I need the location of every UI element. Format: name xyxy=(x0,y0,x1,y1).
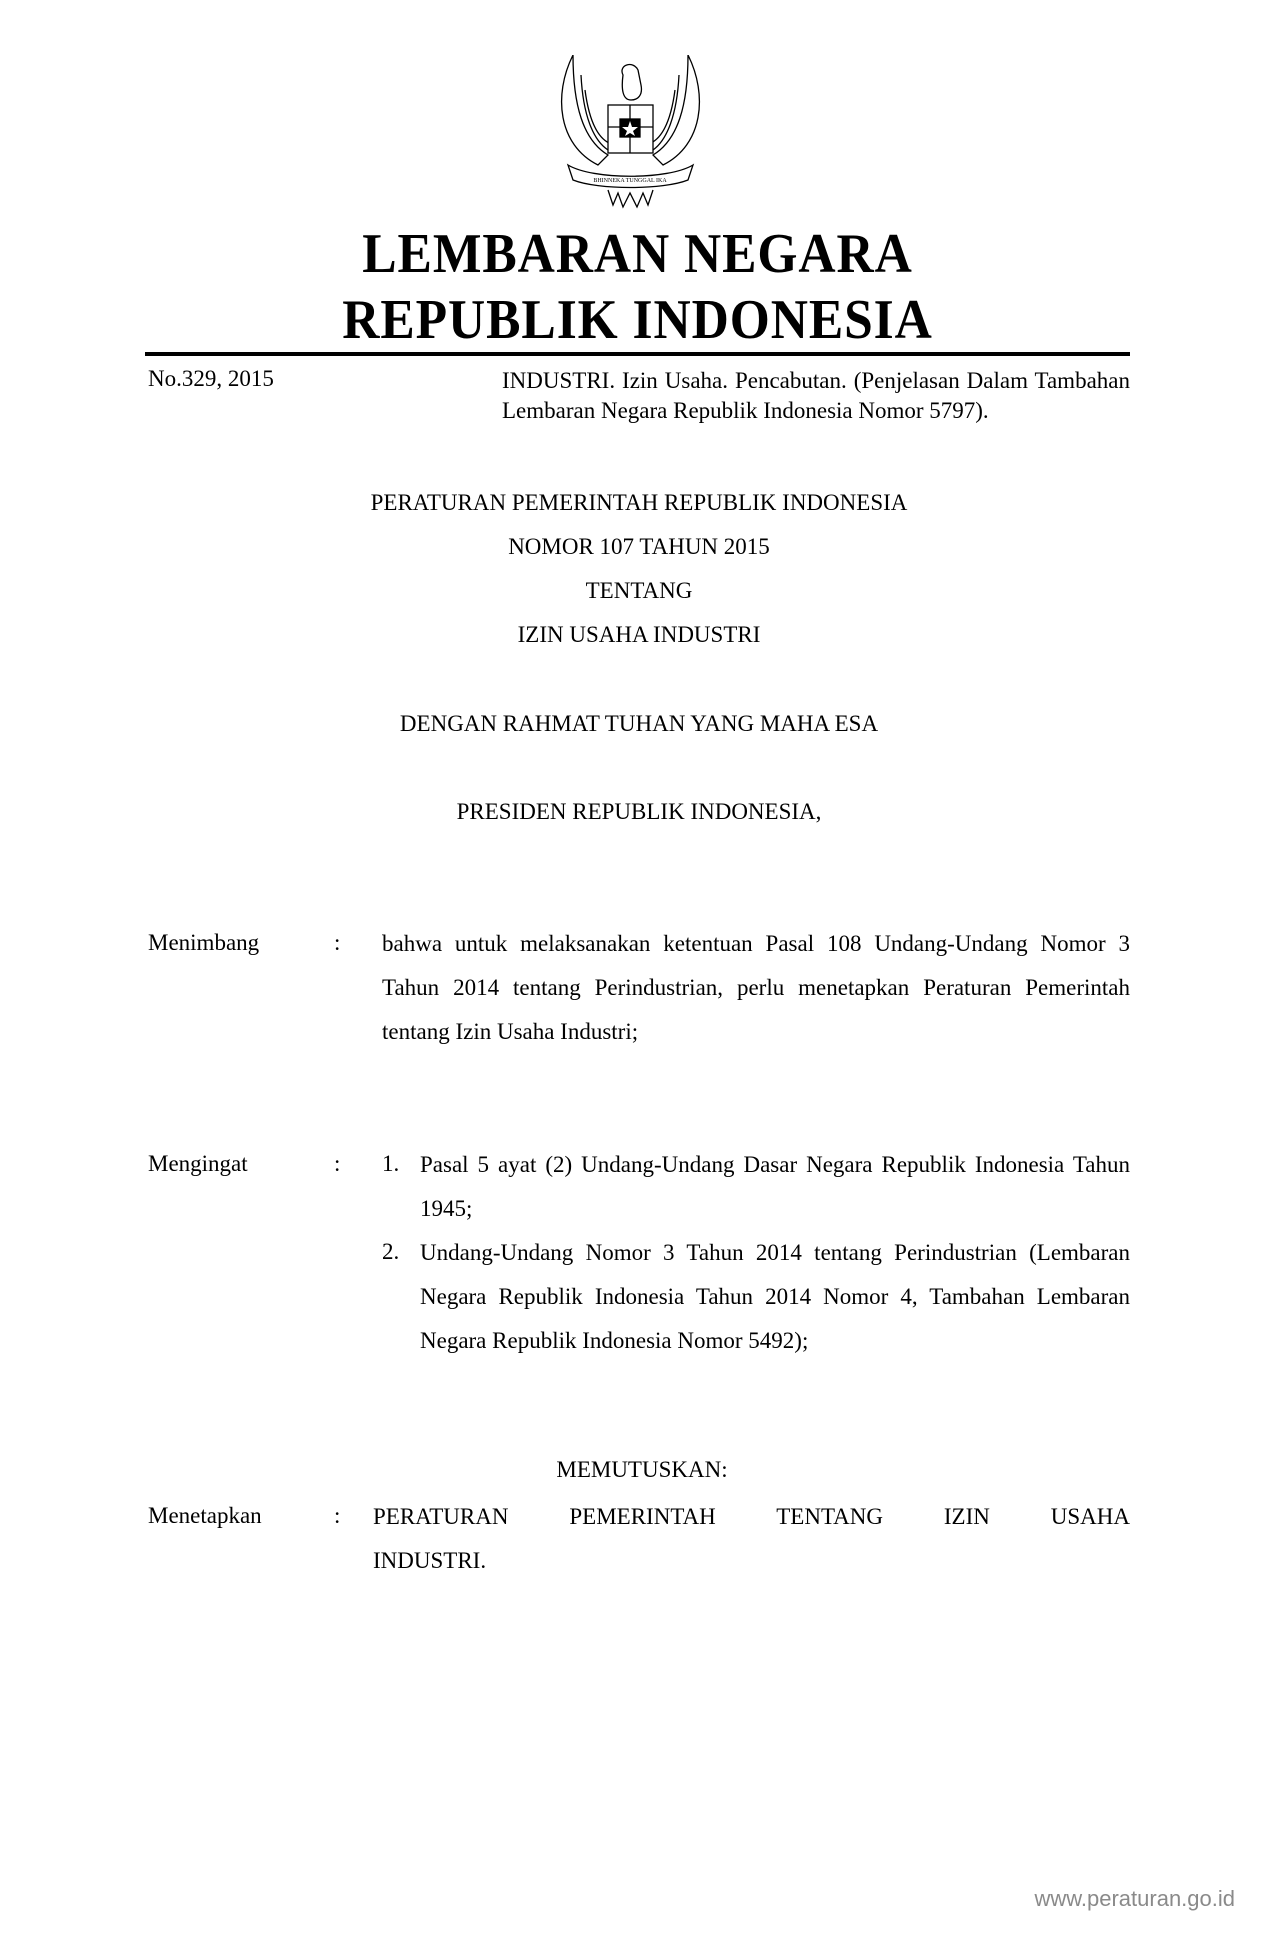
president-line: PRESIDEN REPUBLIK INDONESIA, xyxy=(456,799,822,824)
mengingat-colon: : xyxy=(334,1151,341,1176)
mengingat-item-text: Pasal 5 ayat (2) Undang-Undang Dasar Negara Republik Indonesia Tahun 1945; xyxy=(420,1152,1130,1221)
mengingat-item-text: Undang-Undang Nomor 3 Tahun 2014 tentang Perindustrian (Lembaran Negara Republik Indonesia Tahun 2014 Nomor 4, Tambahan Lembaran Negara Republik Indonesia Nomor 5492); xyxy=(420,1240,1130,1353)
gazette-summary: INDUSTRI. Izin Usaha. Pencabutan. (Penjelasan Dalam Tambahan Lembaran Negara Republik Indonesia Nomor 5797). xyxy=(502,368,1130,423)
header-rule xyxy=(145,352,1130,356)
gazette-title-line2: REPUBLIK INDONESIA xyxy=(342,289,933,351)
menimbang-label: Menimbang xyxy=(148,930,260,955)
mengingat-item-number: 1. xyxy=(382,1151,400,1176)
menetapkan-text: PERATURAN PEMERINTAH TENTANG IZIN USAHA INDUSTRI. xyxy=(373,1504,1130,1573)
garuda-emblem xyxy=(553,55,708,215)
footer-url: www.peraturan.go.id xyxy=(1034,1886,1235,1911)
mengingat-item-number: 2. xyxy=(382,1239,400,1264)
menetapkan-colon: : xyxy=(334,1503,341,1528)
invocation: DENGAN RAHMAT TUHAN YANG MAHA ESA xyxy=(399,711,879,736)
regulation-subject: IZIN USAHA INDUSTRI xyxy=(517,622,761,647)
regulation-number: NOMOR 107 TAHUN 2015 xyxy=(508,534,770,559)
emblem-motto: BHINNEKA TUNGGAL IKA xyxy=(593,178,667,184)
mengingat-label: Mengingat xyxy=(148,1151,248,1176)
regulation-type: PERATURAN PEMERINTAH REPUBLIK INDONESIA xyxy=(370,490,908,515)
menetapkan-label: Menetapkan xyxy=(148,1503,262,1528)
memutuskan-heading: MEMUTUSKAN: xyxy=(556,1457,728,1482)
gazette-number: No.329, 2015 xyxy=(148,366,274,391)
menimbang-colon: : xyxy=(334,930,341,955)
gazette-title-line1: LEMBARAN NEGARA xyxy=(362,223,913,285)
regulation-tentang: TENTANG xyxy=(585,578,693,603)
menimbang-text: bahwa untuk melaksanakan ketentuan Pasal 108 Undang-Undang Nomor 3 Tahun 2014 tentang Perindustrian, perlu menetapkan Peraturan Pemerintah tentang Izin Usaha Industri; xyxy=(382,931,1130,1044)
